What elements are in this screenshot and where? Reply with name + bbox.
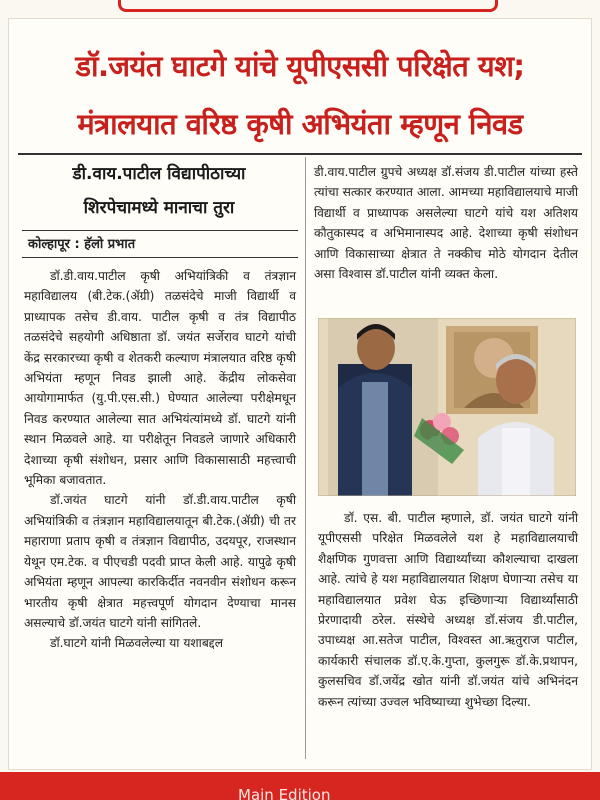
- article-left-column: [24, 266, 296, 654]
- edition-label: Main Edition: [238, 786, 331, 800]
- subheadline-line-1: डी.वाय.पाटील विद्यापीठाच्या: [72, 164, 246, 184]
- paragraph: डॉ.डी.वाय.पाटील कृषी अभियांत्रिकी व तंत्रज्ञान महाविद्यालय (बी.टेक.(ॲग्री) तळसंदेचे माजी विद्यार्थी व प्राध्यापक तसेच डी.वाय. पाटील कृषी व तंत्र विद्यापीठ तळसंदेचे सहयोगी अधिष्ठाता डॉ. जयंत सर्जेराव घाटगे यांची केंद्र सरकारच्या कृषी व शेतकरी कल्याण मंत्रालयात वरिष्ठ कृषी अभियंता म्हणून निवड झाली आहे. केंद्रीय लोकसेवा आयोगामार्फत (यु.पी.एस.सी.) घेण्यात आलेल्या परीक्षेमधून निवड करण्यात आलेल्या सात अभियंत्यांमध्ये डॉ. घाटगे यांनी स्थान मिळवले आहे. या परीक्षेतून निवडले जाणारे अधिकारी देशाच्या कृषी संशोधन, प्रसार आणि विकासासाठी महत्त्वाची भूमिका बजावतात.: [24, 269, 296, 488]
- paragraph: डॉ.घाटगे यांनी मिळवलेल्या या यशाबद्दल: [50, 636, 223, 651]
- felicitation-photo: [318, 318, 576, 496]
- headline-rule: [18, 153, 582, 155]
- headline-line-1: डॉ.जयंत घाटगे यांचे यूपीएससी परिक्षेत यश;: [75, 49, 525, 83]
- paragraph: डी.वाय.पाटील ग्रुपचे अध्यक्ष डॉ.संजय डी.पाटील यांच्या हस्ते त्यांचा सत्कार करण्यात आला. आमच्या महाविद्यालयाचे माजी विद्यार्थी व प्राध्यापक असलेल्या घाटगे यांचे यश अतिशय कौतुकास्पद व अभिमानास्पद आहे. देशाच्या कृषी संशोधन आणि विकासाच्या क्षेत्रात ते नक्कीच मोठे योगदान देतील असा विश्वास डॉ.पाटील यांनी व्यक्त केला.: [314, 165, 578, 282]
- column-divider: [305, 157, 306, 759]
- article-right-bottom: [318, 508, 578, 712]
- dateline: कोल्हापूर : हॅलो प्रभात: [28, 237, 136, 252]
- article-right-top: [314, 162, 578, 284]
- footer-band: [0, 772, 600, 800]
- headline-line-2: मंत्रालयात वरिष्ठ कृषी अभियंता म्हणून निवड: [77, 107, 523, 141]
- paragraph: डॉ.जयंत घाटगे यांनी डॉ.डी.वाय.पाटील कृषी अभियांत्रिकी व तंत्रज्ञान महाविद्यालयातून बी.टेक.(ॲग्री) ची तर महाराणा प्रताप कृषी व तंत्रज्ञान विद्यापीठ, उदयपूर, राजस्थान येथून एम.टेक. व पीएचडी पदवी प्राप्त केली आहे. यापुढे कृषी अभियंता म्हणून आपल्या कारकिर्दीत नवनवीन संशोधन करून भारतीय कृषी क्षेत्रात महत्त्वपूर्ण योगदान देण्याचा मानस असल्याचे डॉ.जयंत घाटगे यांनी सांगितले.: [24, 493, 296, 630]
- masthead-strip: [0, 0, 600, 14]
- paragraph: डॉ. एस. बी. पाटील म्हणाले, डॉ. जयंत घाटगे यांनी यूपीएससी परिक्षेत मिळवलेले यश हे महाविद्यालयाची शैक्षणिक गुणवत्ता आणि विद्यार्थ्यांच्या कौशल्याचा दाखला आहे. त्यांचे हे यश महाविद्यालयात शिक्षण घेणाऱ्या तसेच या महाविद्यालयात प्रवेश घेऊ इच्छिणाऱ्या विद्यार्थ्यांसाठी प्रेरणादायी ठरेल. संस्थेचे अध्यक्ष डॉ.संजय डी.पाटील, उपाध्यक्ष आ.सतेज पाटील, विश्वस्त आ.ऋतुराज पाटील, कार्यकारी संचालक डॉ.ए.के.गुप्ता, कुलगुरू डॉ.के.प्रथापन, कुलसचिव डॉ.जयेंद्र खोत यांनी डॉ.जयंत यांचे अभिनंदन करून त्यांच्या उज्वल भविष्याच्या शुभेच्छा दिल्या.: [318, 511, 578, 709]
- subheadline-rule: [22, 230, 298, 231]
- subheadline-line-2: शिरपेचामध्ये मानाचा तुरा: [83, 198, 235, 218]
- dateline-rule: [22, 257, 298, 258]
